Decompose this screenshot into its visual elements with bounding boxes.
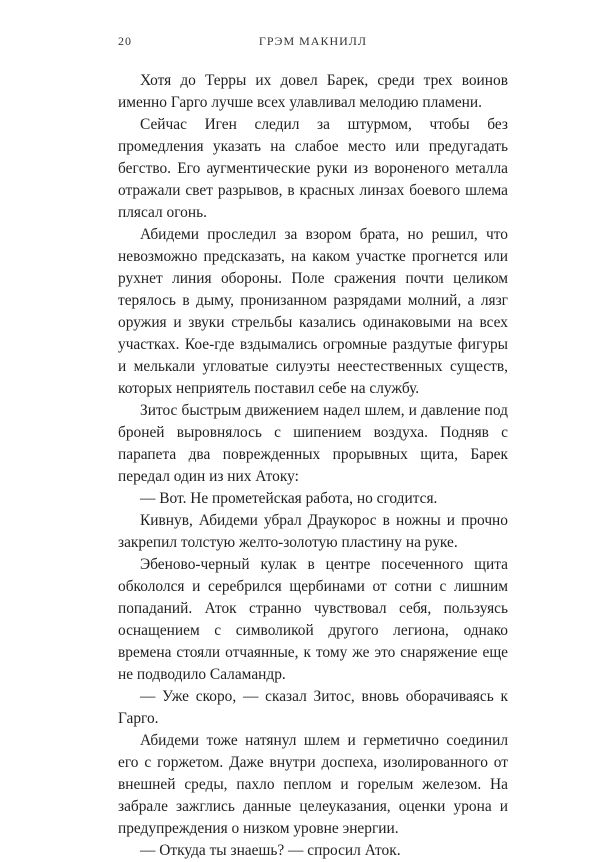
body-text [118,70,508,862]
paragraph: — Вот. Не прометейская работа, но сгодится. [140,490,438,507]
paragraph: Кивнув, Абидеми убрал Драукорос в ножны и прочно закрепил толстую желто-золотую пластину на руке. [118,512,508,551]
paragraph: Хотя до Терры их довел Барек, среди трех воинов именно Гарго лучше всех улавливал мелодию пламени. [118,72,508,111]
running-title: ГРЭМ МАКНИЛЛ [258,34,368,48]
paragraph: Эбеново-черный кулак в центре посеченного щита обкололся и серебрился щербинами от сотни с лишним попаданий. Аток странно чувствовал себя, пользуясь оснащением с символикой другого легиона, однако времена стояли отчаянные, к тому же это снаряжение еще не подводило Саламандр. [118,556,508,683]
paragraph: Абидеми тоже натянул шлем и герметично соединил его с горжетом. Даже внутри доспеха, изолированного от внешней среды, пахло пеплом и горелым железом. На забрале зажглись данные целеуказания, оценки урона и предупреждения о низком уровне энергии. [118,732,508,837]
paragraph: Абидеми проследил за взором брата, но решил, что невозможно предсказать, на каком участке прогнется или рухнет линия обороны. Поле сражения почти целиком терялось в дыму, пронизанном разрядами молний, а лязг оружия и звуки стрельбы казались одинаковыми на всех участках. Кое-где вздымались огромные раздутые фигуры и мелькали угловатые силуэты неестественных существ, которых неприятель поставил себе на службу. [118,226,508,397]
paragraph: Сейчас Иген следил за штурмом, чтобы без промедления указать на слабое место или предугадать бегство. Его аугментические руки из вороненого металла отражали свет разрывов, в красных линзах боевого шлема плясал огонь. [118,116,508,221]
paragraph: — Откуда ты знаешь? — спросил Аток. [140,842,401,859]
paragraph: Зитос быстрым движением надел шлем, и давление под броней выровнялось с шипением воздуха. Подняв с парапета два поврежденных прорывных щита, Барек передал один из них Атоку: [118,402,508,485]
page-header [118,34,508,54]
paragraph: — Уже скоро, — сказал Зитос, вновь оборачиваясь к Гарго. [118,688,508,727]
page-number: 20 [118,34,132,48]
